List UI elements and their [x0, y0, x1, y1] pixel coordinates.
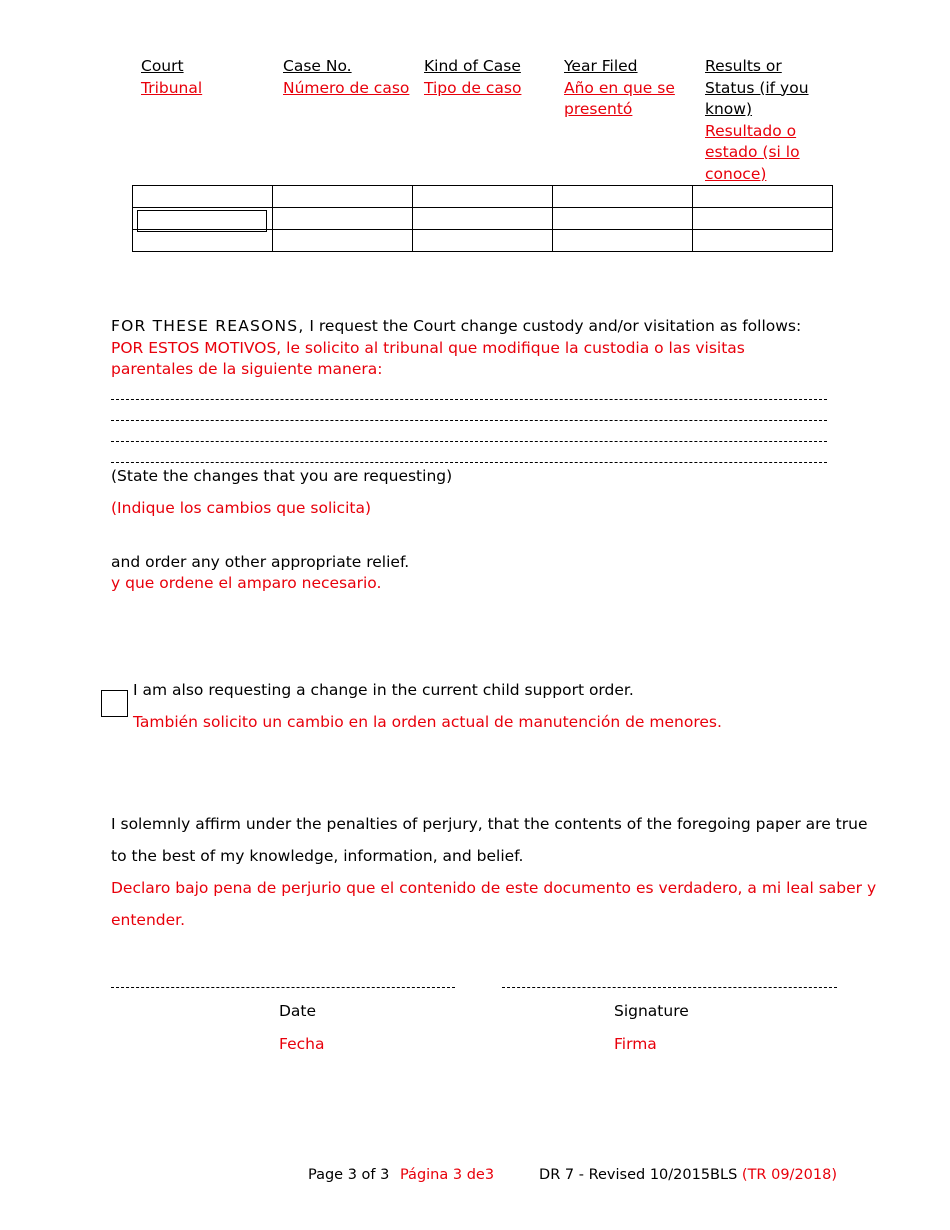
table-row: [133, 208, 833, 230]
reasons-es-line2: parentales de la siguiente manera:: [111, 360, 383, 378]
tr-revision: (TR 09/2018): [741, 1167, 837, 1183]
table-cell[interactable]: [693, 230, 833, 252]
answer-line[interactable]: [111, 462, 827, 463]
signature-label-es: Firma: [614, 1035, 657, 1053]
affirmation-en-line1: I solemnly affirm under the penalties of perjury, that the contents of the foregoing paper are true: [111, 815, 868, 833]
table-cell[interactable]: [553, 230, 693, 252]
table-cell[interactable]: [413, 230, 553, 252]
relief-es: y que ordene el amparo necesario.: [111, 574, 382, 592]
header-case-no-en: Case No.: [283, 57, 352, 75]
signature-label-en: Signature: [614, 1002, 689, 1020]
affirmation-en-line2: to the best of my knowledge, information, and belief.: [111, 847, 524, 865]
reasons-block: [111, 316, 801, 381]
header-kind-en: Kind of Case: [424, 57, 521, 75]
header-results-es: Resultado o estado (si lo conoce): [705, 121, 800, 183]
signature-line[interactable]: [502, 987, 837, 988]
reasons-lead: FOR THESE REASONS,: [111, 317, 305, 335]
table-cell[interactable]: [693, 208, 833, 230]
affirmation-es-line1: Declaro bajo pena de perjurio que el contenido de este documento es verdadero, a mi leal saber y: [111, 879, 877, 897]
reasons-es-line1: POR ESTOS MOTIVOS, le solicito al tribunal que modifique la custodia o las visitas: [111, 338, 745, 357]
table-cell[interactable]: [273, 230, 413, 252]
header-year-es: Año en que se presentó: [564, 78, 675, 118]
header-kind-es: Tipo de caso: [424, 78, 522, 97]
changes-hint-es: (Indique los cambios que solicita): [111, 499, 372, 517]
table-cell[interactable]: [273, 208, 413, 230]
date-label-es: Fecha: [279, 1035, 325, 1053]
child-support-en: I am also requesting a change in the current child support order.: [133, 681, 634, 699]
form-id: DR 7 - Revised 10/2015BLS: [539, 1167, 738, 1183]
date-line[interactable]: [111, 987, 455, 988]
prior-cases-table: [132, 185, 833, 252]
page-number-es: Página 3 de3: [399, 1167, 495, 1183]
table-cell[interactable]: [553, 208, 693, 230]
table-cell[interactable]: [413, 186, 553, 208]
column-header-year-filed: [564, 56, 684, 121]
table-cell[interactable]: [133, 230, 273, 252]
header-case-no-es: Número de caso: [283, 78, 410, 97]
table-cell[interactable]: [133, 186, 273, 208]
reasons-en: [111, 316, 801, 338]
answer-line[interactable]: [111, 399, 827, 400]
table-cell[interactable]: [553, 186, 693, 208]
table-cell[interactable]: [133, 208, 273, 230]
form-identifier: [539, 1167, 837, 1183]
column-header-results: [705, 56, 823, 185]
page-number: [308, 1167, 494, 1183]
table-cell[interactable]: [413, 208, 553, 230]
column-header-case-no: [283, 56, 421, 99]
affirmation-block: [111, 808, 876, 936]
header-court-en: Court: [141, 57, 184, 75]
date-label-en: Date: [279, 1002, 317, 1020]
changes-hint-en: (State the changes that you are requesting): [111, 467, 453, 485]
header-court-es: Tribunal: [141, 78, 203, 97]
table-row: [133, 186, 833, 208]
column-header-court: [141, 56, 279, 99]
answer-line[interactable]: [111, 420, 827, 421]
table-cell[interactable]: [693, 186, 833, 208]
page-number-en: Page 3 of 3: [308, 1167, 390, 1183]
child-support-es: También solicito un cambio en la orden actual de manutención de menores.: [133, 713, 722, 731]
column-header-kind-of-case: [424, 56, 562, 99]
table-cell[interactable]: [273, 186, 413, 208]
header-results-en: Results or Status (if you know): [705, 57, 809, 118]
header-year-en: Year Filed: [564, 57, 638, 75]
affirmation-es-line2: entender.: [111, 911, 186, 929]
reasons-text: I request the Court change custody and/or visitation as follows:: [304, 317, 802, 335]
table-row: [133, 230, 833, 252]
answer-line[interactable]: [111, 441, 827, 442]
relief-en: and order any other appropriate relief.: [111, 553, 410, 571]
child-support-checkbox[interactable]: [101, 690, 128, 717]
